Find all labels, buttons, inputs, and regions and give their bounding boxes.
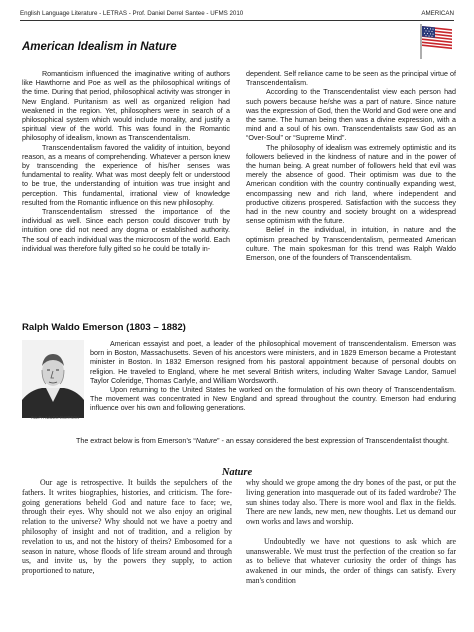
header-divider (20, 20, 454, 21)
emerson-section-title: Ralph Waldo Emerson (1803 – 1882) (22, 322, 186, 333)
nature-essay-title: Nature (221, 467, 253, 478)
extract-intro-essay-title: Nature (195, 437, 218, 445)
nature-paragraph-continued: why should we grope among the dry bones of the past, or put the living generation into masquerade out of its faded wardrobe? The sun shines today also. There is more wool and flax in the fields. There are new lands, new men, new thoughts. Let us demand our own works and laws and worship. (246, 478, 456, 527)
extract-intro-before: The extract below is from Emerson’s “ (76, 437, 196, 445)
intro-right-column (246, 70, 456, 263)
nature-right-column (246, 478, 456, 586)
intro-left-column (22, 70, 230, 254)
intro-paragraph: According to the Transcendentalist view each person had such powers because he/she was a part of nature. Since nature was the expression of God, then the World and God were one and the same. The human being then was a divine expression, with a mind and a soul of his own. Transcendentalists saw God as an “Over-Soul” or “Supreme Mind”. (246, 88, 456, 143)
biography-paragraph: Upon returning to the United States he worked on the formulation of his own theory of Transcendentalism. The movement was concentrated in New England and spread throughout the country. Emerson had enduring influence over his own and following generations. (90, 386, 456, 413)
portrait-caption: RALPH WALDO EMERSON (31, 416, 79, 420)
nature-left-column (22, 478, 232, 576)
emerson-biography (90, 340, 456, 414)
emerson-portrait (22, 340, 84, 418)
intro-paragraph: Transcendentalism favored the validity of intuition, beyond reason, as a means of comprehending. Whatever a person knew by transcending the experience of his/her senses was fundamental to reality. What was most deeply felt or understood to be true, the understanding of intuition was true insight and perception. This fundamental, irrational view of knowledge resulted from the Romantic influence on this new philosophy. (22, 143, 230, 207)
nature-paragraph: Undoubtedly we have not questions to ask which are unanswerable. We must trust the perfection of the creation so far as to believe that whatever curiosity the order of things has awakened in our minds, the order of things can satisfy. Every man's condition (246, 536, 456, 585)
extract-introduction (56, 437, 456, 447)
biography-paragraph: American essayist and poet, a leader of the philosophical movement of transcendentalism. Emerson was born in Boston, Massachusetts. Seven of his ancestors were ministers, and in 1829 Emerson became a Protestant minister in Boston. In 1832 Emerson resigned from his pastoral appointment because of personal doubts on religion. He traveled to England, where he met several British writers, including Walter Savage Landor, Samuel Taylor Coleridge, Thomas Carlyle, and William Wordsworth. (90, 340, 456, 385)
extract-intro-after: ” - an essay considered the best expression of Transcendentalist thought. (217, 437, 449, 445)
intro-paragraph: Transcendentalism stressed the importance of the individual as well. Since each person could discover truth by intuition one did not need any dogma or established authority. The soul of each individual was the microcosm of the world. Each individual was therefore fully gifted so he could be totally in- (22, 208, 230, 253)
intro-paragraph-continued: dependent. Self reliance came to be seen as the principal virtue of Transcendentalism. (246, 70, 456, 88)
running-header (20, 8, 454, 19)
intro-paragraph: Romanticism influenced the imaginative writing of authors like Hawthorne and Poe as well as the philosophical writings of the time. During that period, philosophical activity was stronger in New England. Puritanism as well as organized religion had weakened in the region. Yet, philosophers were in search of a philosophical system which would include morality, and justify a spiritual view of the world. This was found in the Romantic philosophy of idealism, known as Transcendentalism. (22, 70, 230, 143)
intro-paragraph: The philosophy of idealism was extremely optimistic and its followers believed in the kindness of nature and in the power of the human being. A great number of followers held that evil was merely the absence of good. Their optimism was due to the American condition with the country continually expanding west, encompassing new and rich land, where independent and productive citizens prospered. Satisfaction with the success they had in the new country and society brought on a widespread sense optimism with the future. (246, 143, 456, 226)
running-header-course: English Language Literature - LETRAS - Prof. Daniel Derrel Santee - UFMS 2010 (20, 10, 244, 17)
document-title: American Idealism in Nature (22, 41, 177, 53)
nature-paragraph: Our age is retrospective. It builds the sepulchers of the fathers. It writes biographies, histories, and criticism. The fore-going generations beheld God and nature face to face; we, through their eyes. Why should not we also enjoy an original relation to the universe? Why should not we have a poetry and philosophy of insight and not of tradition, and a religion by revelation to us, and not the history of theirs? Embosomed for a season in nature, whose floods of life stream around and through us, and invite us, by the powers they supply, to action proportioned to nature, (22, 478, 232, 576)
running-header-section: AMERICAN (421, 10, 454, 17)
intro-paragraph: Belief in the individual, in intuition, in nature and the optimism preached by Transcendentalism, permeated American culture. The main spokesman for this trend was Ralph Waldo Emerson, one of the founders of Transcendentalism. (246, 226, 456, 263)
american-flag-icon (418, 22, 454, 60)
